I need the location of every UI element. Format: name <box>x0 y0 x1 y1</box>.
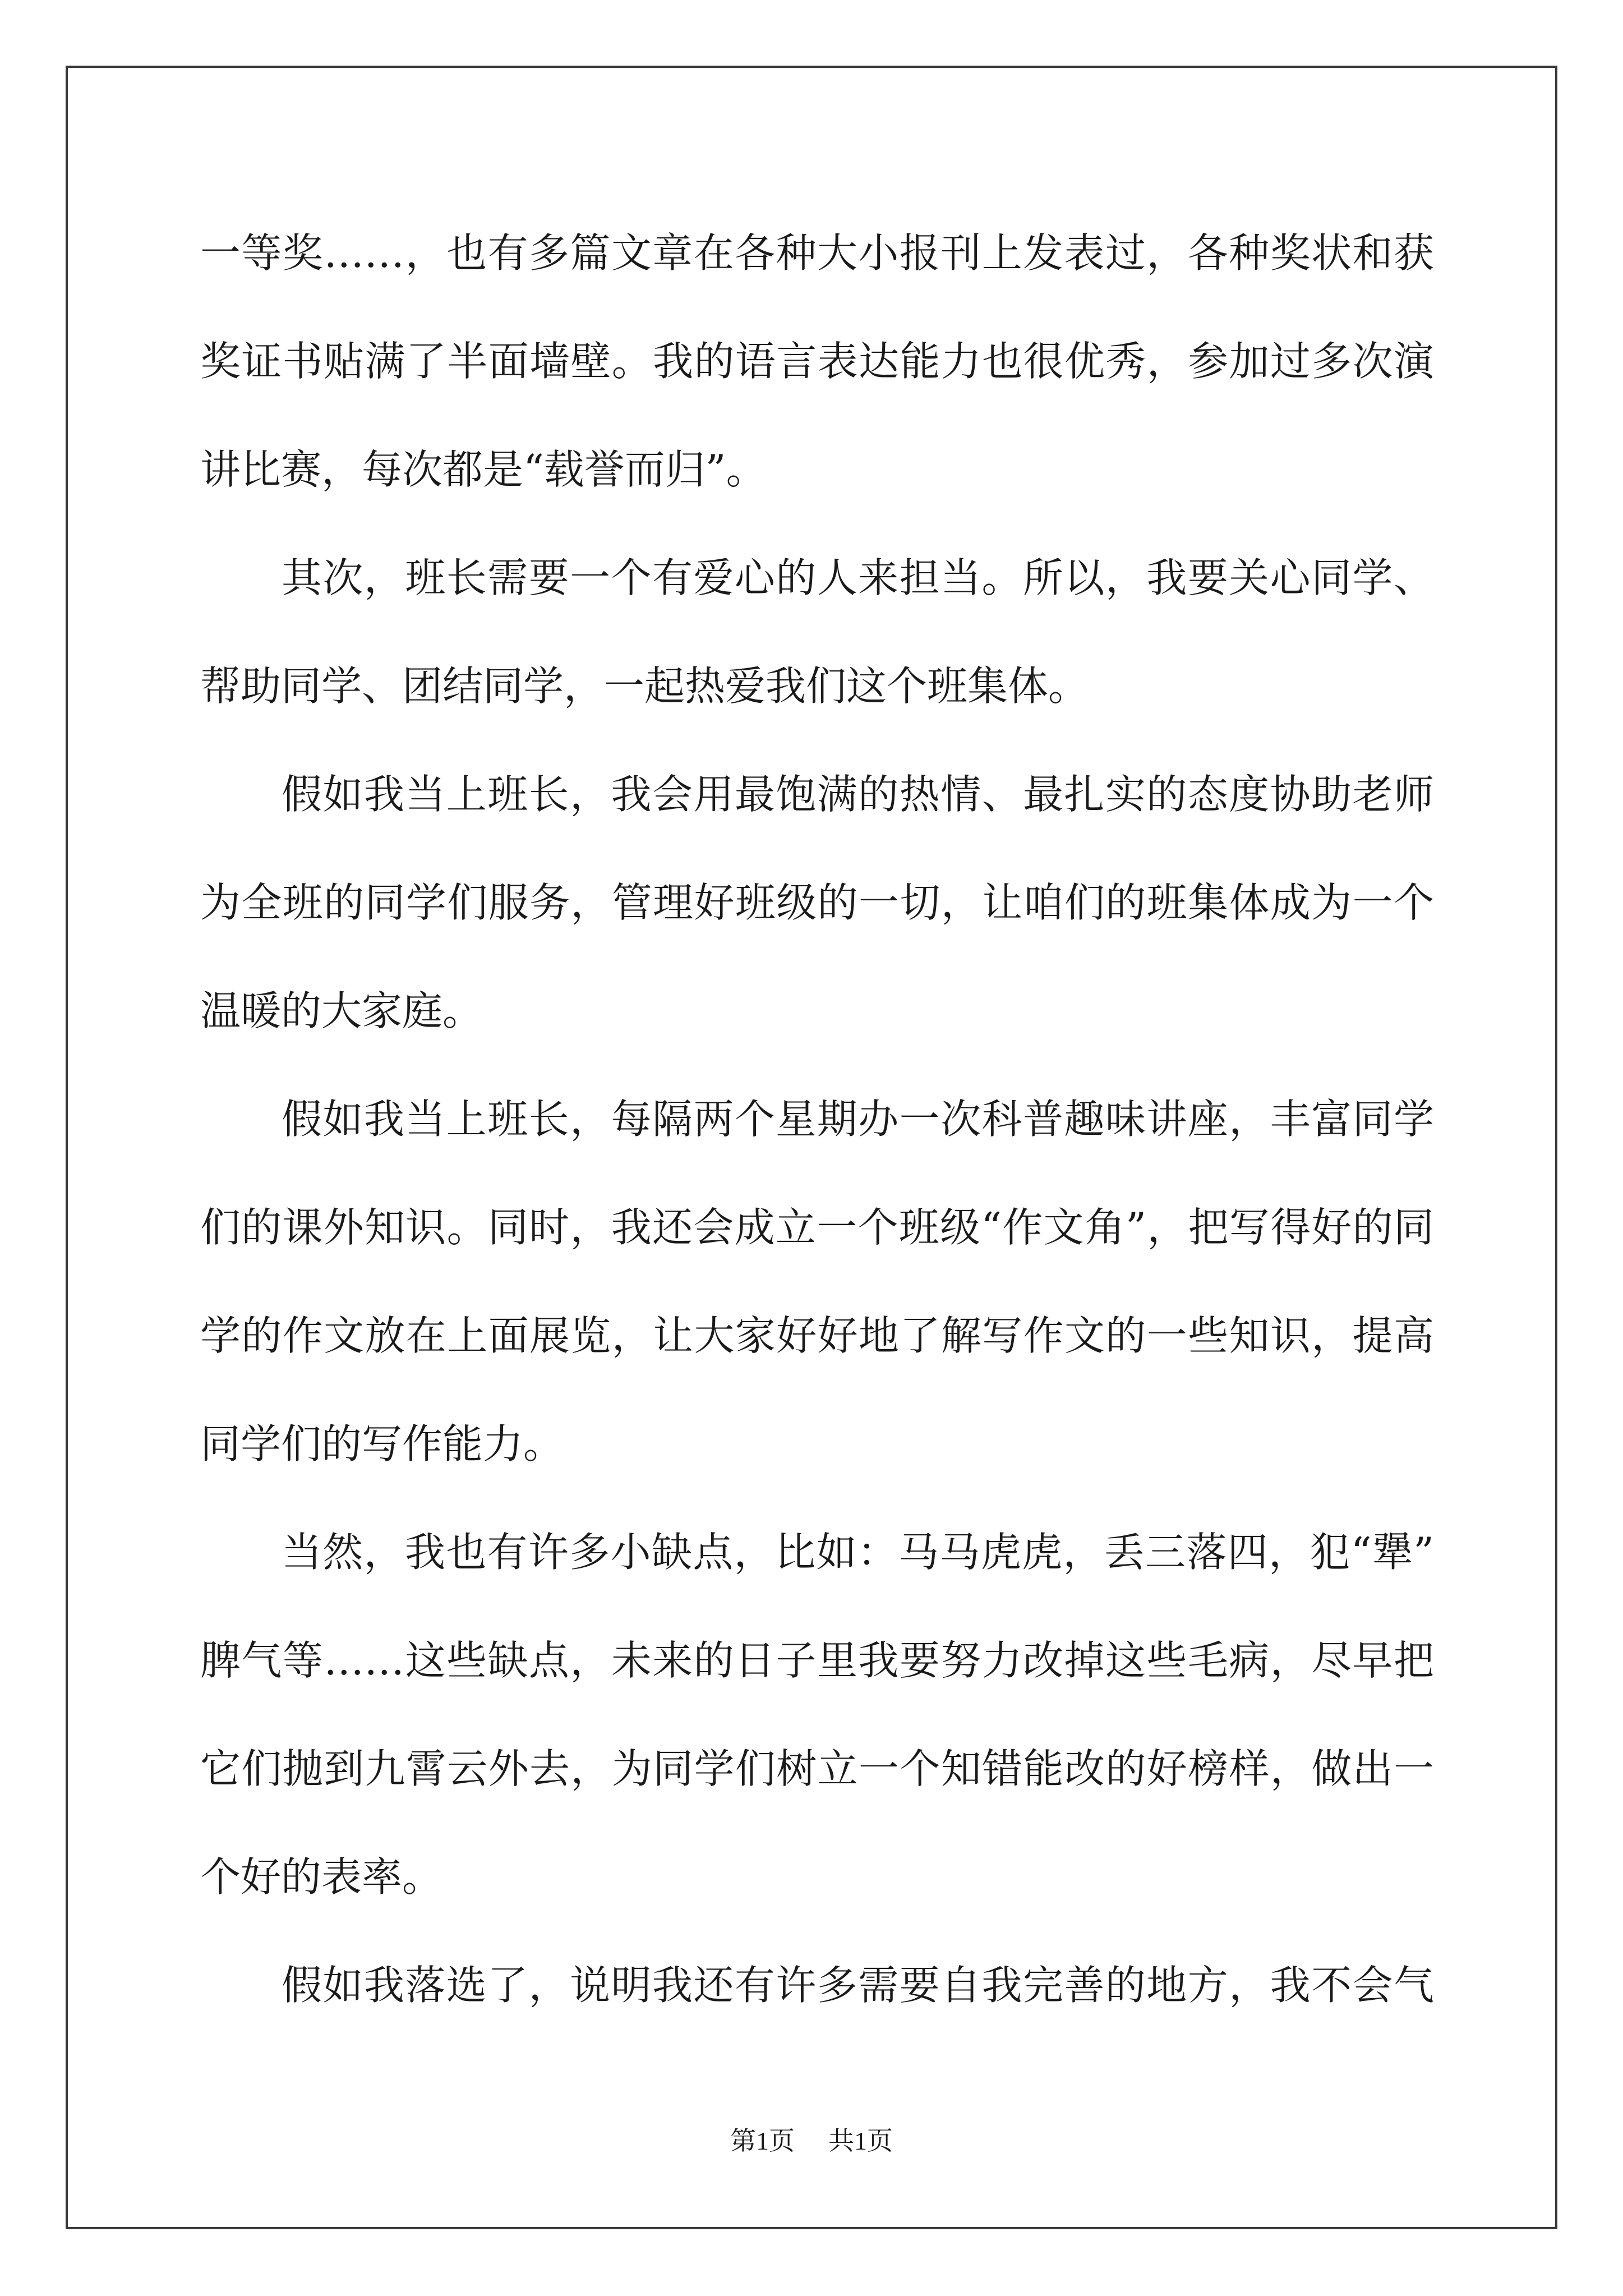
text-line: 学的作文放在上面展览，让大家好好地了解写作文的一些知识，提高 <box>200 1312 1434 1359</box>
text-line: 假如我落选了，说明我还有许多需要自我完善的地方，我不会气 <box>282 1962 1434 2009</box>
text-line: 假如我当上班长，我会用最饱满的热情、最扎实的态度协助老师 <box>282 771 1434 818</box>
text-line: 帮助同学、团结同学，一起热爱我们这个班集体。 <box>200 662 1089 710</box>
page-number: 第1页 <box>730 2127 795 2155</box>
text-line: 同学们的写作能力。 <box>200 1420 564 1467</box>
text-line: 其次，班长需要一个有爱心的人来担当。所以，我要关心同学、 <box>282 554 1434 601</box>
text-line: 个好的表率。 <box>200 1853 443 1901</box>
document-body <box>200 199 1434 2040</box>
page-total: 共1页 <box>828 2127 893 2155</box>
text-line: 当然，我也有许多小缺点，比如：马马虎虎，丢三落四，犯“犟” <box>282 1529 1434 1576</box>
text-line: 们的课外知识。同时，我还会成立一个班级“作文角”，把写得好的同 <box>200 1204 1434 1251</box>
text-line: 温暖的大家庭。 <box>200 987 483 1034</box>
text-line: 假如我当上班长，每隔两个星期办一次科普趣味讲座，丰富同学 <box>282 1096 1434 1143</box>
text-line: 一等奖……，也有多篇文章在各种大小报刊上发表过，各种奖状和获 <box>200 229 1434 277</box>
text-line: 为全班的同学们服务，管理好班级的一切，让咱们的班集体成为一个 <box>200 879 1434 926</box>
text-line: 讲比赛，每次都是“载誉而归”。 <box>200 446 767 493</box>
text-line: 脾气等……这些缺点，未来的日子里我要努力改掉这些毛病，尽早把 <box>200 1637 1434 1684</box>
text-line: 奖证书贴满了半面墙壁。我的语言表达能力也很优秀，参加过多次演 <box>200 338 1434 385</box>
text-line: 它们抛到九霄云外去，为同学们树立一个知错能改的好榜样，做出一 <box>200 1745 1434 1792</box>
page-footer <box>0 2120 1623 2157</box>
